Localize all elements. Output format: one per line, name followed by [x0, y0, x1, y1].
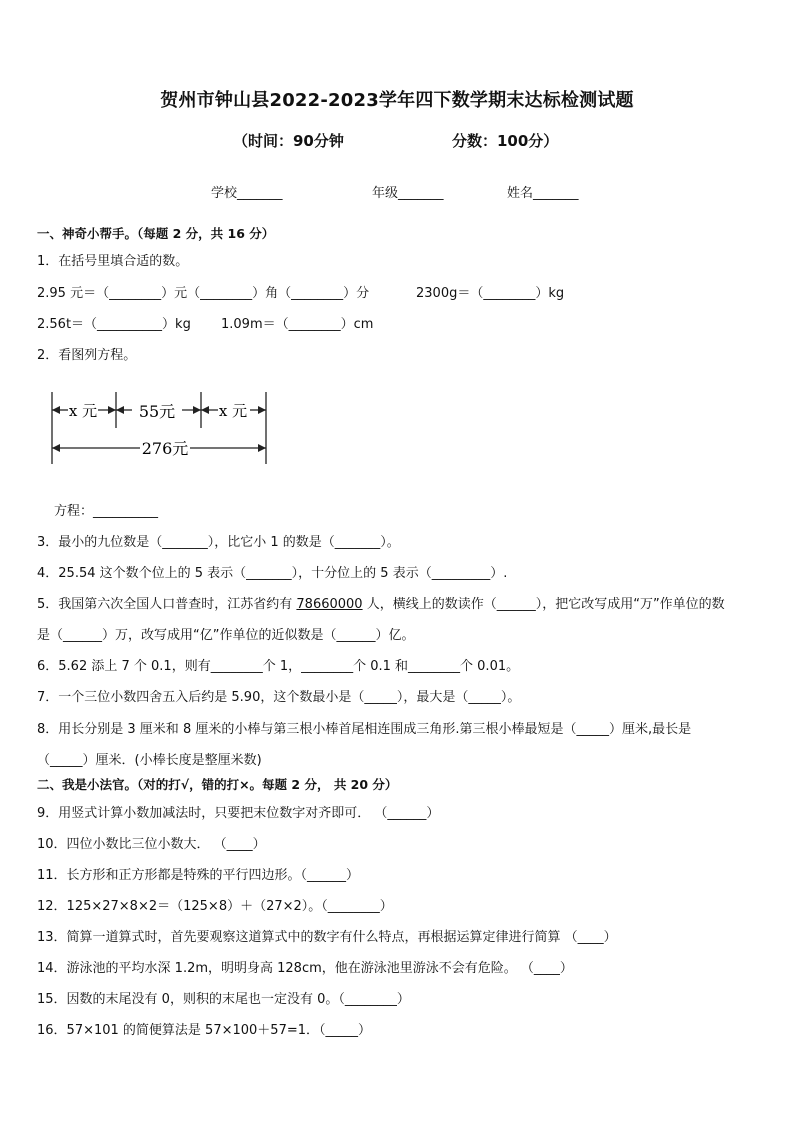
diagram-seg1-label: x 元 — [68, 402, 98, 420]
question-5-pre: 5．我国第六次全国人口普查时，江苏省约有 — [37, 597, 297, 612]
question-5-post: 人，横线上的数读作（______），把它改写成用“万”作单位的数 — [362, 597, 725, 612]
question-5-line2: 是（______）万，改写成用“亿”作单位的近似数是（______）亿。 — [37, 628, 415, 643]
question-1: 1．在括号里填合适的数。 — [37, 254, 189, 269]
question-16: 16．57×101 的简便算法是 57×100＋57=1．（_____） — [37, 1023, 372, 1038]
question-8: 8．用长分别是 3 厘米和 8 厘米的小棒与第三根小棒首尾相连围成三角形.第三根小棒最短是（_____）厘米,最长是 — [37, 722, 692, 737]
segment-diagram — [40, 390, 280, 470]
question-13: 13．简算一道算式时，首先要观察这道算式中的数字有什么特点，再根据运算定律进行简算 （____） — [37, 930, 617, 945]
diagram-seg3-label: x 元 — [218, 402, 248, 420]
section1-heading: 一、神奇小帮手。（每题 2 分，共 16 分） — [37, 226, 275, 241]
grade-field[interactable]: 年级_______ — [372, 186, 444, 201]
question-10: 10．四位小数比三位小数大． （____） — [37, 837, 266, 852]
question-1-line1a: 2.95 元＝（________）元（________）角（________）分 — [37, 286, 370, 301]
diagram-total-label: 276元 — [141, 439, 189, 458]
diagram-seg2-label: 55元 — [138, 402, 176, 421]
name-field[interactable]: 姓名_______ — [507, 186, 579, 201]
question-5 — [37, 593, 725, 612]
exam-score: 分数：100分） — [452, 132, 559, 150]
question-4: 4．25.54 这个数个位上的 5 表示（_______），十分位上的 5 表示（_________）. — [37, 566, 508, 581]
question-8-line2: （_____）厘米．(小棒长度是整厘米数) — [37, 753, 262, 768]
question-2: 2．看图列方程。 — [37, 348, 137, 363]
question-11: 11．长方形和正方形都是特殊的平行四边形。（______） — [37, 868, 360, 883]
question-1-line2b: 1.09m＝（________）cm — [221, 317, 374, 332]
question-7: 7．一个三位小数四舍五入后约是 5.90，这个数最小是（_____），最大是（_____）。 — [37, 690, 521, 705]
question-3: 3．最小的九位数是（_______），比它小 1 的数是（_______）。 — [37, 535, 400, 550]
equation-line[interactable]: 方程：__________ — [54, 504, 159, 519]
question-1-line2a: 2.56t＝（__________）kg — [37, 317, 191, 332]
question-5-number: 78660000 — [296, 597, 363, 612]
page-title: 贺州市钟山县2022-2023学年四下数学期末达标检测试题 — [160, 90, 634, 111]
exam-time: （时间：90分钟 — [233, 132, 344, 150]
question-1-line1b: 2300g＝（________）kg — [416, 286, 565, 301]
section2-heading: 二、我是小法官。（对的打√，错的打×。每题 2 分， 共 20 分） — [37, 777, 398, 792]
question-12: 12．125×27×8×2＝（125×8）＋（27×2）。（________） — [37, 899, 393, 914]
school-field[interactable]: 学校_______ — [211, 186, 283, 201]
question-6: 6．5.62 添上 7 个 0.1，则有________个 1，________个 0.1 和________个 0.01。 — [37, 659, 520, 674]
question-14: 14．游泳池的平均水深 1.2m，明明身高 128cm，他在游泳池里游泳不会有危险。 （____） — [37, 961, 573, 976]
question-15: 15．因数的末尾没有 0，则积的末尾也一定没有 0。（________） — [37, 992, 410, 1007]
question-9: 9．用竖式计算小数加减法时，只要把末位数字对齐即可． （______） — [37, 806, 440, 821]
